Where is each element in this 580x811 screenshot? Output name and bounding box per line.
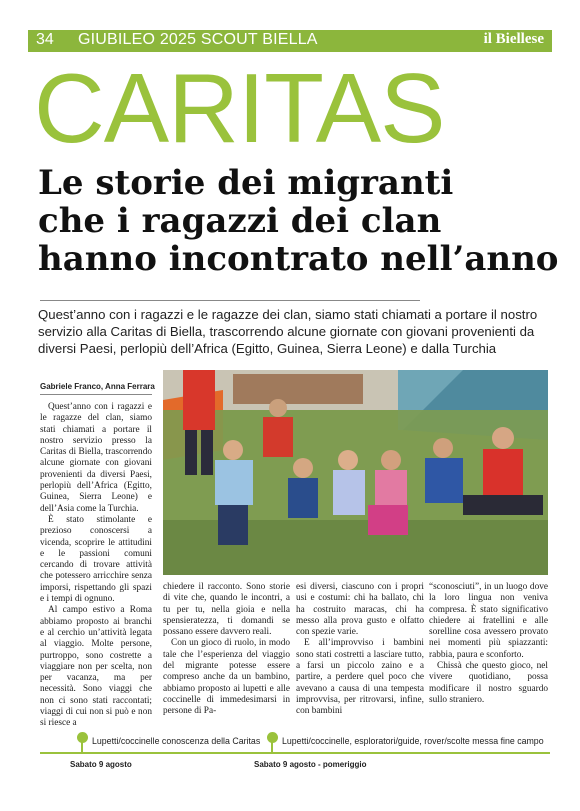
- timeline-line: [40, 752, 550, 754]
- divider: [40, 394, 152, 395]
- timeline-event-label: Lupetti/coccinelle, esploratori/guide, rover/scolte messa fine campo: [282, 736, 544, 746]
- headline-line: Le storie dei migranti: [38, 163, 454, 203]
- body-column-1: [40, 402, 152, 730]
- article-kicker: CARITAS: [34, 53, 445, 163]
- timeline-event-date: Sabato 9 agosto - pomeriggio: [254, 760, 367, 769]
- timeline-event-label: Lupetti/coccinelle conoscenza della Caritas: [92, 736, 261, 746]
- article-byline: Gabriele Franco, Anna Ferrara: [40, 382, 155, 391]
- body-paragraph: Quest’anno con i ragazzi e le ragazze del clan, siamo stati chiamati a portare il nostro servizio presso la Caritas di Biella, trascorrendo alcune giornate con giovani provenienti da diversi Paesi, perlopiù dell’Africa (Egitto, Guinea, Sierra Leone) e dell’Asia come la Turchia.: [40, 402, 152, 514]
- body-paragraph: È stato stimolante e prezioso conoscersi a vicenda, scoprire le attitudini e le passioni comuni cercando di trovare attività che potessero arricchire senza imporsi, rispettando gli spazi e i tempi di ognuno.: [40, 514, 152, 605]
- scouts-group-photo: [163, 370, 548, 575]
- article-standfirst: Quest’anno con i ragazzi e le ragazze dei clan, siamo stati chiamati a portare il nostro servizio alla Caritas di Biella, trascorrendo alcune giornate con giovani provenienti da diversi Paesi, perlopiù dell’Africa (Egitto, Guinea, Sierra Leone) e dalla Turchia: [38, 307, 538, 356]
- body-paragraph: Chissà che questo gioco, nel vivere quotidiano, possa modificare il nostro sguardo sullo straniero.: [429, 661, 548, 705]
- page-number: 34: [36, 31, 54, 48]
- newspaper-logo: il Biellese: [483, 31, 544, 47]
- body-paragraph: E all’improvviso i bambini sono stati costretti a lasciare tutto, a farsi un piccolo zaino e a partire, a perdere quel poco che avevano a causa di una tempesta improvvisa, per ritrovarsi, infine, con bambini: [296, 638, 424, 717]
- headline-line: hanno incontrato nell’anno: [38, 239, 559, 279]
- body-paragraph: esi diversi, ciascuno con i propri usi e costumi: chi ha ballato, chi ha costruito maracas, chi ha messo alla prova gusto e olfatto con spezie varie.: [296, 582, 424, 638]
- timeline-stem: [271, 742, 273, 752]
- section-title: GIUBILEO 2025 SCOUT BIELLA: [78, 31, 318, 48]
- article-headline: [38, 163, 559, 279]
- body-paragraph: chiedere il racconto. Sono storie di vite che, quando le incontri, a tu per tu, nella gioia e nella spensieratezza, ti domandi se possano essere davvero reali.: [163, 582, 290, 638]
- body-column-4: [429, 582, 548, 706]
- headline-line: che i ragazzi dei clan: [38, 201, 442, 241]
- timeline-stem: [81, 742, 83, 752]
- body-paragraph: “sconosciuti”, in un luogo dove la loro lingua non veniva compresa. È stato significativo chiedere ai fratellini e alle sorelline cosa avessero provato nei momenti più spiazzanti: rabbia, paura e sconforto.: [429, 582, 548, 660]
- body-paragraph: Con un gioco di ruolo, in modo tale che l’esperienza del viaggio del migrante potesse essere compreso anche da un bambino, abbiamo proposto ai lupetti e alle coccinelle di immedesimarsi in persone di Pa-: [163, 638, 290, 717]
- timeline-event-date: Sabato 9 agosto: [70, 760, 132, 769]
- body-column-2: [163, 582, 290, 718]
- body-paragraph: Al campo estivo a Roma abbiamo proposto ai branchi e al cerchio un’attività legata al viaggio. Molte persone, purtroppo, sono costrette a viaggiare non per scelta, non per vacanza, ma per necessità. Sono viaggi che non ci sono stati raccontati; viaggi di cui non si può e non si riesce a: [40, 605, 152, 729]
- body-column-3: [296, 582, 424, 718]
- divider: [40, 300, 420, 301]
